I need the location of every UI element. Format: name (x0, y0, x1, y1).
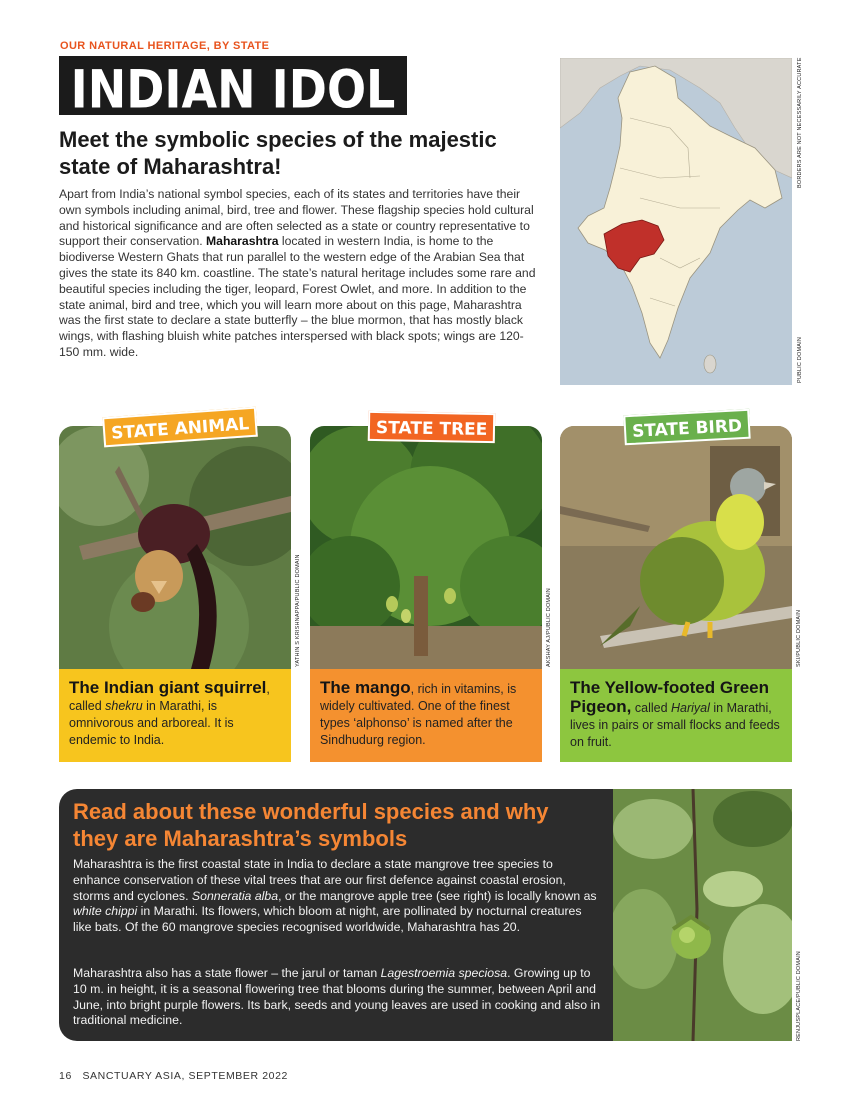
section-kicker: OUR NATURAL HERITAGE, BY STATE (60, 40, 270, 52)
mangrove-photo-credit: RENJUSPLACE/PUBLIC DOMAIN (796, 951, 802, 1041)
page-title: INDIAN IDOL (70, 58, 396, 121)
page-number: 16 (59, 1070, 72, 1082)
state-bird-text-b: in Marathi, lives in pairs or small flocks and feeds on fruit. (570, 701, 780, 749)
india-map (560, 58, 792, 385)
mangrove-local-name: white chippi (73, 904, 138, 919)
mangrove-apple-image (613, 789, 792, 1041)
mangrove-text-a: Maharashtra is the first coastal state in India to declare a state mangrove tree species to enhance conservation of these vital trees that are our first defence against coastal erosion, storms and cyclones. (73, 857, 566, 903)
state-animal-card (59, 414, 291, 762)
flower-text-b: . Growing up to 10 m. in height, it is a seasonal flowering tree that blooms during the summer, between April and June, into bright purple flowers. Its bark, seeds and young leaves are used in cooking and also in traditional medicine. (73, 966, 601, 1028)
map-credit: BORDERS ARE NOT NECESSARILY ACCURATE (797, 57, 803, 188)
read-about-panel (59, 789, 613, 1041)
state-bird-label: STATE BIRD (623, 409, 750, 446)
giant-squirrel-image (59, 426, 291, 669)
intro-bold-state: Maharashtra (206, 234, 279, 249)
bird-photo-credit: SKI/PUBLIC DOMAIN (796, 609, 802, 667)
intro-text-1: Apart from India’s national symbol species, each of its states and territories have their own symbols including animal, bird, tree and flower. These flagship species hold cultural and historical significance and are often selected as a state or country representative to support their conservation. (59, 187, 534, 249)
state-tree-caption (310, 669, 542, 762)
state-animal-lead: The Indian giant squirrel (69, 678, 267, 697)
state-bird-card (560, 416, 792, 762)
green-pigeon-image (560, 426, 792, 669)
state-tree-label: STATE TREE (368, 411, 496, 443)
state-tree-text-a: , rich in vitamins, is widely cultivated. One of the finest types ‘alphonso’ is named after the Sindhudurg region. (320, 682, 517, 747)
state-bird-lead: The Yellow-footed Green Pigeon, (570, 678, 769, 716)
state-bird-local-name: Hariyal (671, 701, 710, 715)
state-animal-text-a: , called (69, 682, 270, 713)
mangrove-text-c: in Marathi. Its flowers, which bloom at night, are pollinated by nocturnal creatures like bats. Of the 60 mangrove species recognised worldwide, Maharashtra has 20. (73, 904, 582, 935)
state-tree-lead: The mango (320, 678, 411, 697)
animal-photo-credit: YATHIN S KRISHNAPPA/PUBLIC DOMAIN (295, 554, 301, 667)
map-public-domain-credit: PUBLIC DOMAIN (797, 337, 803, 383)
india-map-svg (560, 58, 792, 385)
flower-paragraph (73, 966, 603, 1029)
mangrove-paragraph (73, 857, 603, 936)
mangrove-apple-photo (613, 789, 792, 1041)
mango-tree-photo (310, 426, 542, 669)
intro-text-2: located in western India, is home to the biodiverse Western Ghats that run parallel to the western edge of the Arabian Sea that gives the state its 840 km. coastline. The state’s natural heritage includes some rare and beautiful species including the tiger, leopard, Forest Owlet, and more. In addition to the state animal, bird and tree, which you will learn more about on this page, Maharashtra was the first state to declare a state butterfly – the blue mormon, that has mostly black wings, with flashing bluish white patches interspersed with black spots; wings are 120-150 mm. wide. (59, 234, 536, 359)
state-animal-caption (59, 669, 291, 762)
mangrove-text-b: , or the mangrove apple tree (see right) is locally known as (278, 888, 597, 903)
state-bird-caption (560, 669, 792, 762)
state-animal-local-name: shekru (105, 699, 143, 713)
state-tree-card (310, 418, 542, 762)
flower-species-name: Lagestroemia speciosa (380, 966, 508, 980)
green-pigeon-photo (560, 426, 792, 669)
mangrove-species-name: Sonneratia alba (191, 888, 279, 903)
state-bird-text-a: called (631, 701, 672, 715)
tree-photo-credit: AKSHAY AJ/PUBLIC DOMAIN (546, 588, 552, 667)
publication-name: SANCTUARY ASIA, SEPTEMBER 2022 (82, 1070, 288, 1082)
mango-tree-image (310, 426, 542, 669)
title-banner (59, 56, 407, 121)
state-animal-label: STATE ANIMAL (102, 407, 258, 448)
intro-paragraph (59, 187, 541, 361)
subheading: Meet the symbolic species of the majestic state of Maharashtra! (59, 127, 497, 179)
read-about-heading: Read about these wonderful species and why they are Maharashtra’s symbols (73, 799, 549, 851)
page-footer (59, 1070, 288, 1082)
flower-text-a: Maharashtra also has a state flower – the jarul or taman (73, 966, 381, 980)
state-animal-text-b: in Marathi, is omnivorous and arboreal. It is endemic to India. (69, 699, 234, 747)
giant-squirrel-photo (59, 426, 291, 669)
